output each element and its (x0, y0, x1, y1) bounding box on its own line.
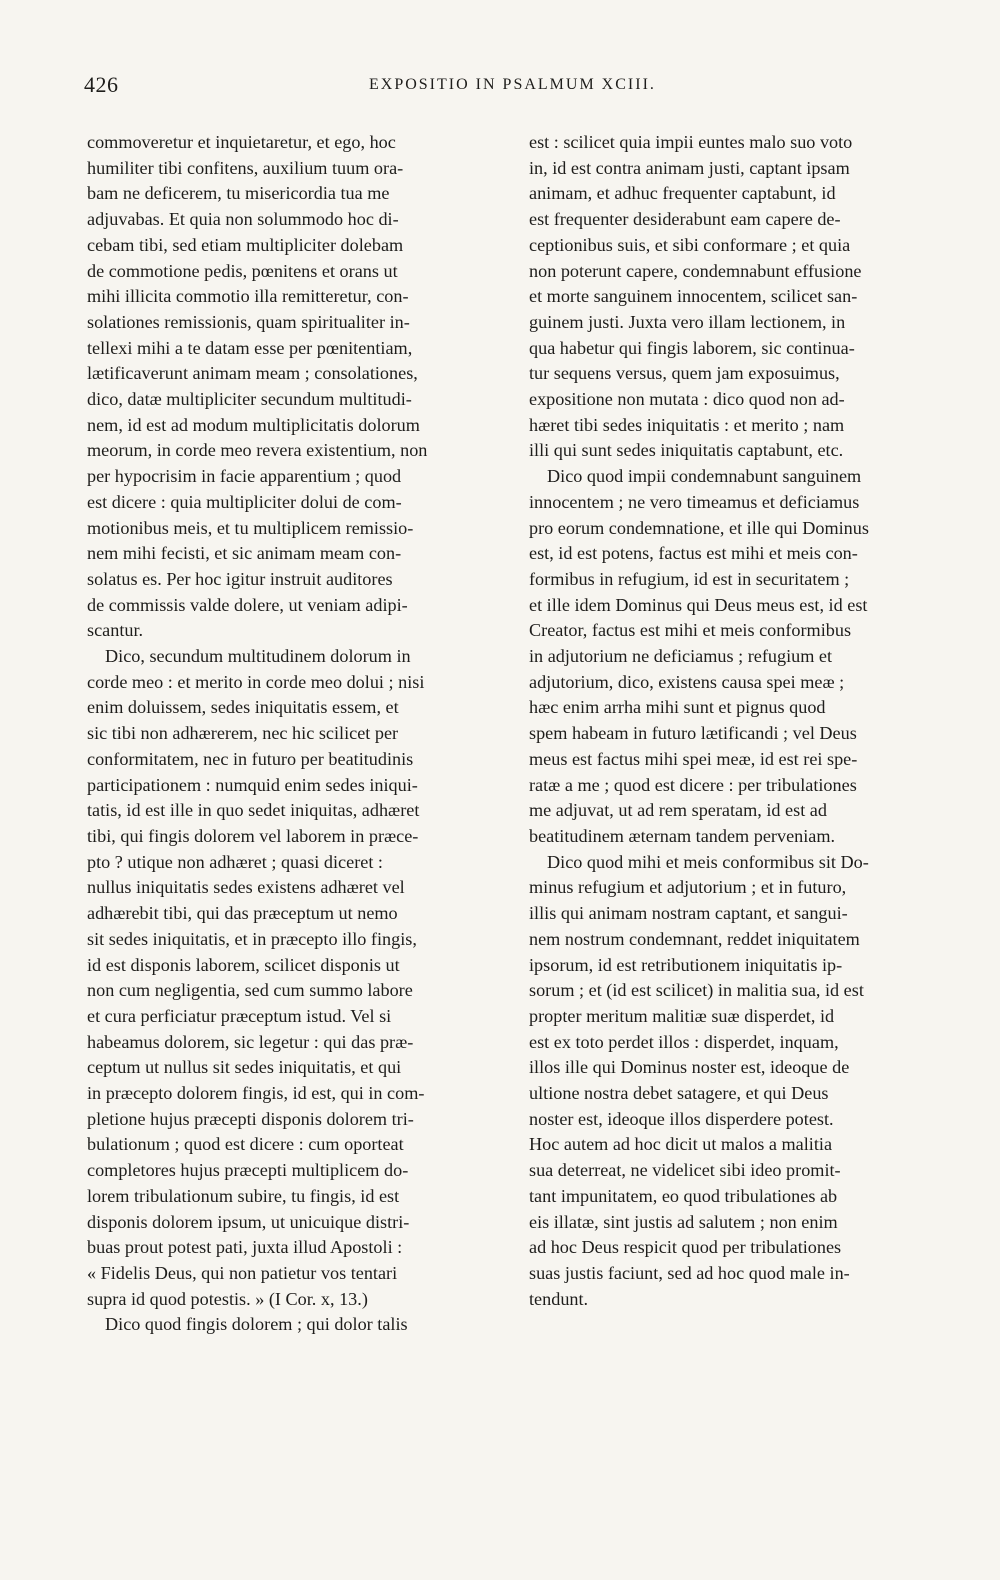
right-text-line: pro eorum condemnatione, et ille qui Dominus (529, 517, 869, 538)
right-text-line: beatitudinem æternam tandem perveniam. (529, 825, 836, 846)
right-text-line: ipsorum, id est retributionem iniquitatis ip- (529, 954, 843, 975)
right-text-line: hæc enim arrha mihi sunt et pignus quod (529, 697, 826, 718)
right-text-line: est frequenter desiderabunt eam capere de- (529, 209, 841, 230)
left-text-line: solatus es. Per hoc igitur instruit auditores (87, 568, 393, 589)
right-text-line: minus refugium et adjutorium ; et in futuro, (529, 877, 847, 898)
right-text-line: in adjutorium ne deficiamus ; refugium et (529, 646, 833, 667)
left-text-line: pto ? utique non adhæret ; quasi diceret : (87, 851, 383, 872)
left-text-line: lorem tribulationum subire, tu fingis, id est (87, 1185, 400, 1206)
right-text-line: spem habeam in futuro lætificandi ; vel Deus (529, 723, 857, 744)
left-text-line: tellexi mihi a te datam esse per pœnitentiam, (87, 337, 413, 358)
left-text-line: adjuvabas. Et quia non solummodo hoc di- (87, 209, 399, 230)
left-text-line: conformitatem, nec in futuro per beatitudinis (87, 748, 414, 769)
right-text-line: est ex toto perdet illos : disperdet, inquam, (529, 1031, 839, 1052)
left-text-line: tibi, qui fingis dolorem vel laborem in præce- (87, 825, 419, 846)
right-text-line: sua deterreat, ne videlicet sibi ideo promit- (529, 1160, 841, 1181)
left-text-line: cebam tibi, sed etiam multipliciter dolebam (87, 234, 404, 255)
right-text-line: animam, et adhuc frequenter captabunt, id (529, 183, 836, 204)
right-text-line: et morte sanguinem innocentem, scilicet san- (529, 286, 858, 307)
right-text-line: illis qui animam nostram captant, et sangui- (529, 903, 848, 924)
left-column (87, 130, 473, 1338)
left-text-line: et cura perficiatur præceptum istud. Vel si (87, 1005, 392, 1026)
left-text-line: nem, id est ad modum multiplicitatis dolorum (87, 414, 420, 435)
left-text-line: buas prout potest pati, juxta illud Apostoli : (87, 1237, 403, 1258)
left-text-line: enim doluissem, sedes iniquitatis essem, et (87, 697, 399, 718)
right-text-line: Dico quod impii condemnabunt sanguinem (547, 466, 862, 487)
left-text-line: bam ne deficerem, tu misericordia tua me (87, 183, 390, 204)
right-text-line: ratæ a me ; quod est dicere : per tribulationes (529, 774, 857, 795)
left-text-line: scantur. (87, 620, 144, 641)
left-text-line: lætificaverunt animam meam ; consolationes, (87, 363, 418, 384)
left-text-line: dico, datæ multipliciter secundum multitudi- (87, 389, 412, 410)
left-text-line: solationes remissionis, quam spiritualiter in- (87, 311, 410, 332)
right-text-line: in, id est contra animam justi, captant ipsam (529, 157, 850, 178)
left-text-line: habeamus dolorem, sic legetur : qui das præ- (87, 1031, 414, 1052)
left-text-line: nem mihi fecisti, et sic animam meam con- (87, 543, 402, 564)
right-text-line: nem nostrum condemnant, reddet iniquitatem (529, 928, 860, 949)
right-text-line: et ille idem Dominus qui Deus meus est, id est (529, 594, 868, 615)
left-text-line: adhærebit tibi, qui das præceptum ut nemo (87, 903, 398, 924)
page-number: 426 (84, 72, 119, 97)
left-text-line: nullus iniquitatis sedes existens adhæret vel (87, 877, 405, 898)
right-text-line: qua habetur qui fingis laborem, sic continua- (529, 337, 855, 358)
left-text-line: disponis dolorem ipsum, ut unicuique distri- (87, 1211, 410, 1232)
right-column (529, 130, 915, 1312)
left-text-line: participationem : numquid enim sedes iniqui- (87, 774, 418, 795)
right-text-line: meus est factus mihi spei meæ, id est rei spe- (529, 748, 858, 769)
right-text-line: adjutorium, dico, existens causa spei meæ ; (529, 671, 845, 692)
left-text-line: per hypocrisim in facie apparentium ; quod (87, 466, 402, 487)
right-text-line: propter meritum malitiæ suæ disperdet, id (529, 1005, 835, 1026)
right-text-line: est : scilicet quia impii euntes malo suo voto (529, 132, 853, 152)
right-text-line: illos ille qui Dominus noster est, ideoque de (529, 1057, 850, 1078)
left-text-line: pletione hujus præcepti disponis dolorem tri- (87, 1108, 414, 1129)
left-text-line: de commissis valde dolere, ut veniam adipi- (87, 594, 408, 615)
left-text-line: Dico quod fingis dolorem ; qui dolor talis (105, 1314, 408, 1335)
left-text-line: est dicere : quia multipliciter dolui de com- (87, 491, 402, 512)
right-text-line: suas justis faciunt, sed ad hoc quod male in- (529, 1262, 850, 1283)
right-text-line: innocentem ; ne vero timeamus et deficiamus (529, 491, 860, 512)
right-text-line: guinem justi. Juxta vero illam lectionem, in (529, 311, 846, 332)
left-text-line: « Fidelis Deus, qui non patietur vos tentari (87, 1262, 398, 1283)
left-text-line: commoveretur et inquietaretur, et ego, hoc (87, 132, 396, 152)
left-text-line: humiliter tibi confitens, auxilium tuum ora- (87, 157, 404, 178)
right-text-line: illi qui sunt sedes iniquitatis captabunt, etc. (529, 440, 844, 461)
right-text-line: tendunt. (529, 1288, 589, 1309)
right-text-line: ceptionibus suis, et sibi conformare ; et quia (529, 234, 851, 255)
left-text-line: id est disponis laborem, scilicet disponis ut (87, 954, 400, 975)
right-text-line: formibus in refugium, id est in securitatem ; (529, 568, 850, 589)
right-text-line: Hoc autem ad hoc dicit ut malos a malitia (529, 1134, 833, 1155)
right-text-line: eis illatæ, sint justis ad salutem ; non enim (529, 1211, 838, 1232)
left-text-line: corde meo : et merito in corde meo dolui ; nisi (87, 671, 425, 692)
left-text-line: mihi illicita commotio illa remitteretur, con- (87, 286, 409, 307)
right-text-line: tur sequens versus, quem jam exposuimus, (529, 363, 840, 384)
right-text-line: ultione nostra debet satagere, et qui Deus (529, 1083, 829, 1104)
right-text-line: sorum ; et (id est scilicet) in malitia sua, id est (529, 980, 864, 1001)
left-text-line: in præcepto dolorem fingis, id est, qui in com- (87, 1083, 425, 1104)
right-text-line: ad hoc Deus respicit quod per tribulationes (529, 1237, 842, 1258)
right-text-line: est, id est potens, factus est mihi et meis con- (529, 543, 858, 564)
left-text-line: bulationum ; quod est dicere : cum oporteat (87, 1134, 404, 1155)
right-text-line: expositione non mutata : dico quod non ad- (529, 389, 845, 410)
right-text-line: tant impunitatem, eo quod tribulationes ab (529, 1185, 838, 1206)
right-text-line: me adjuvat, ut ad rem speratam, id est ad (529, 800, 827, 821)
left-text-line: ceptum ut nullus sit sedes iniquitatis, et qui (87, 1057, 402, 1078)
left-text-line: Dico, secundum multitudinem dolorum in (105, 646, 411, 667)
left-text-line: sit sedes iniquitatis, et in præcepto illo fingis, (87, 928, 417, 949)
left-text-line: supra id quod potestis. » (I Cor. x, 13.) (87, 1288, 368, 1309)
page-header (84, 72, 940, 102)
right-text-line: noster est, ideoque illos disperdere potest. (529, 1108, 834, 1129)
left-text-line: de commotione pedis, pœnitens et orans ut (87, 260, 398, 281)
right-text-line: hæret tibi sedes iniquitatis : et merito ; nam (529, 414, 845, 435)
left-text-line: sic tibi non adhærerem, nec hic scilicet per (87, 723, 399, 744)
left-text-line: tatis, id est ille in quo sedet iniquitas, adhæret (87, 800, 420, 821)
left-text-line: meorum, in corde meo revera existentium, non (87, 440, 428, 461)
right-text-line: Dico quod mihi et meis conformibus sit Do- (547, 851, 869, 872)
left-text-line: motionibus meis, et tu multiplicem remissio- (87, 517, 414, 538)
right-text-line: non poterunt capere, condemnabunt effusione (529, 260, 862, 281)
left-text-line: completores hujus præcepti multiplicem do- (87, 1160, 409, 1181)
right-text-line: Creator, factus est mihi et meis conformibus (529, 620, 852, 641)
running-title: EXPOSITIO IN PSALMUM XCIII. (369, 76, 656, 93)
left-text-line: non cum negligentia, sed cum summo labore (87, 980, 413, 1001)
